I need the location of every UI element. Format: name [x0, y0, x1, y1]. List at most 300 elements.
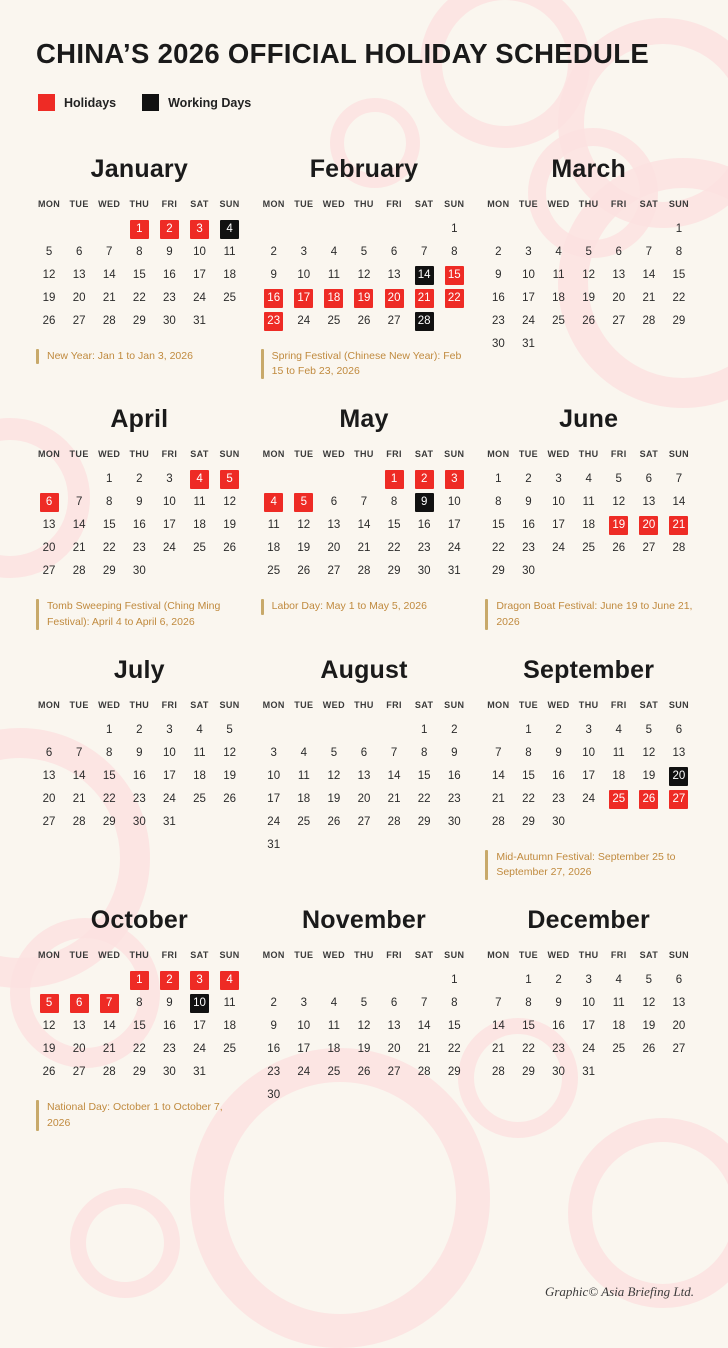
calendar-day-cell[interactable] — [319, 560, 349, 583]
calendar-day-cell[interactable] — [574, 310, 604, 333]
calendar-day-day[interactable]: 10 — [297, 1020, 311, 1033]
calendar-day-cell[interactable] — [215, 969, 245, 992]
calendar-day-cell[interactable] — [349, 1038, 379, 1061]
calendar-day-cell[interactable] — [184, 992, 214, 1015]
calendar-day-day[interactable]: 13 — [672, 746, 686, 759]
calendar-day-day[interactable]: 12 — [42, 269, 56, 281]
calendar-day-cell[interactable] — [124, 241, 154, 264]
calendar-day-day[interactable]: 17 — [267, 792, 281, 805]
calendar-day-day[interactable]: 8 — [106, 496, 113, 509]
calendar-day-day[interactable]: 27 — [42, 565, 56, 578]
calendar-day-day[interactable]: 18 — [612, 1020, 626, 1033]
calendar-day-holiday[interactable]: 15 — [445, 266, 464, 285]
calendar-day-day[interactable]: 30 — [132, 565, 146, 578]
calendar-day-cell[interactable] — [604, 310, 634, 333]
calendar-day-cell[interactable] — [34, 811, 64, 834]
calendar-day-day[interactable]: 20 — [327, 542, 341, 555]
calendar-day-cell[interactable] — [634, 537, 664, 560]
calendar-day-holiday[interactable]: 3 — [190, 220, 209, 239]
calendar-day-holiday[interactable]: 20 — [385, 289, 404, 308]
calendar-day-cell[interactable] — [94, 264, 124, 287]
calendar-day-day[interactable]: 20 — [357, 792, 371, 805]
calendar-day-day[interactable]: 20 — [72, 292, 86, 304]
calendar-day-day[interactable]: 29 — [102, 815, 116, 828]
calendar-day-day[interactable]: 25 — [552, 315, 565, 327]
calendar-day-day[interactable]: 26 — [357, 1066, 371, 1079]
calendar-day-cell[interactable] — [634, 992, 664, 1015]
calendar-day-day[interactable]: 17 — [582, 1020, 596, 1033]
calendar-day-cell[interactable] — [259, 264, 289, 287]
calendar-day-cell[interactable] — [604, 264, 634, 287]
calendar-day-cell[interactable] — [259, 287, 289, 310]
calendar-day-holiday[interactable]: 4 — [190, 470, 209, 489]
calendar-day-cell[interactable] — [154, 218, 184, 241]
calendar-day-holiday[interactable]: 6 — [40, 493, 59, 512]
calendar-day-day[interactable]: 22 — [417, 792, 431, 805]
calendar-day-day[interactable]: 22 — [491, 542, 505, 555]
calendar-day-cell[interactable] — [483, 765, 513, 788]
calendar-day-cell[interactable] — [604, 742, 634, 765]
calendar-day-day[interactable]: 30 — [552, 815, 565, 828]
calendar-day-cell[interactable] — [409, 287, 439, 310]
calendar-day-cell[interactable] — [513, 333, 543, 356]
calendar-day-cell[interactable] — [289, 811, 319, 834]
calendar-day-day[interactable]: 6 — [360, 746, 368, 759]
calendar-day-cell[interactable] — [349, 287, 379, 310]
calendar-day-day[interactable]: 19 — [223, 769, 236, 782]
calendar-day-cell[interactable] — [544, 742, 574, 765]
calendar-day-cell[interactable] — [574, 765, 604, 788]
calendar-day-day[interactable]: 12 — [357, 1020, 371, 1033]
calendar-day-cell[interactable] — [215, 537, 245, 560]
calendar-day-cell[interactable] — [604, 537, 634, 560]
calendar-day-day[interactable]: 15 — [491, 519, 505, 532]
calendar-day-cell[interactable] — [409, 560, 439, 583]
calendar-day-day[interactable]: 7 — [75, 746, 83, 759]
calendar-day-day[interactable]: 7 — [75, 496, 83, 509]
calendar-day-cell[interactable] — [349, 560, 379, 583]
calendar-day-cell[interactable] — [154, 537, 184, 560]
calendar-day-cell[interactable] — [409, 1038, 439, 1061]
calendar-day-cell[interactable] — [259, 1061, 289, 1084]
calendar-day-day[interactable]: 21 — [491, 792, 505, 805]
calendar-day-cell[interactable] — [574, 491, 604, 514]
calendar-day-cell[interactable] — [184, 788, 214, 811]
calendar-day-cell[interactable] — [574, 1061, 604, 1084]
calendar-day-cell[interactable] — [34, 992, 64, 1015]
calendar-day-cell[interactable] — [574, 969, 604, 992]
calendar-day-cell[interactable] — [574, 287, 604, 310]
calendar-day-cell[interactable] — [289, 241, 319, 264]
calendar-day-day[interactable]: 1 — [495, 473, 502, 486]
calendar-day-cell[interactable] — [664, 468, 694, 491]
calendar-day-cell[interactable] — [439, 1061, 469, 1084]
calendar-day-day[interactable]: 26 — [223, 792, 236, 805]
calendar-day-cell[interactable] — [483, 788, 513, 811]
calendar-day-day[interactable]: 14 — [642, 269, 656, 281]
calendar-day-cell[interactable] — [64, 765, 94, 788]
calendar-day-cell[interactable] — [664, 765, 694, 788]
calendar-day-cell[interactable] — [184, 719, 214, 742]
calendar-day-cell[interactable] — [574, 1015, 604, 1038]
calendar-day-day[interactable]: 27 — [327, 565, 341, 578]
calendar-day-day[interactable]: 8 — [675, 246, 683, 258]
calendar-day-day[interactable]: 15 — [672, 269, 686, 281]
calendar-day-day[interactable]: 24 — [297, 1066, 311, 1079]
calendar-day-cell[interactable] — [604, 287, 634, 310]
calendar-day-day[interactable]: 3 — [585, 974, 592, 987]
calendar-day-day[interactable]: 10 — [582, 997, 596, 1010]
calendar-day-day[interactable]: 21 — [387, 792, 401, 805]
calendar-day-cell[interactable] — [154, 765, 184, 788]
calendar-day-cell[interactable] — [94, 765, 124, 788]
calendar-day-day[interactable]: 21 — [102, 1043, 116, 1056]
calendar-day-cell[interactable] — [124, 1015, 154, 1038]
calendar-day-day[interactable]: 22 — [672, 292, 686, 304]
calendar-day-day[interactable]: 5 — [226, 723, 233, 736]
calendar-day-day[interactable]: 23 — [163, 1043, 176, 1056]
calendar-day-day[interactable]: 10 — [163, 496, 176, 509]
calendar-day-cell[interactable] — [439, 537, 469, 560]
calendar-day-cell[interactable] — [289, 537, 319, 560]
calendar-day-day[interactable]: 14 — [672, 496, 686, 509]
calendar-day-cell[interactable] — [154, 719, 184, 742]
calendar-day-day[interactable]: 1 — [525, 974, 532, 987]
calendar-day-day[interactable]: 14 — [72, 519, 86, 532]
calendar-day-day[interactable]: 21 — [102, 292, 116, 304]
calendar-day-day[interactable]: 21 — [72, 542, 86, 555]
calendar-day-cell[interactable] — [664, 788, 694, 811]
calendar-day-day[interactable]: 20 — [612, 292, 626, 304]
calendar-day-day[interactable]: 15 — [522, 769, 535, 782]
calendar-day-day[interactable]: 8 — [525, 746, 532, 759]
calendar-day-cell[interactable] — [604, 514, 634, 537]
calendar-day-day[interactable]: 22 — [132, 292, 146, 304]
calendar-day-cell[interactable] — [379, 560, 409, 583]
calendar-day-day[interactable]: 19 — [297, 542, 311, 555]
calendar-day-cell[interactable] — [664, 491, 694, 514]
calendar-day-cell[interactable] — [664, 1015, 694, 1038]
calendar-day-cell[interactable] — [289, 788, 319, 811]
calendar-day-day[interactable]: 2 — [525, 473, 532, 486]
calendar-day-cell[interactable] — [259, 992, 289, 1015]
calendar-day-cell[interactable] — [379, 1061, 409, 1084]
calendar-day-cell[interactable] — [319, 491, 349, 514]
calendar-day-cell[interactable] — [409, 788, 439, 811]
calendar-day-day[interactable]: 31 — [267, 838, 281, 851]
calendar-day-day[interactable]: 11 — [327, 1020, 340, 1033]
calendar-day-day[interactable]: 21 — [72, 792, 86, 805]
calendar-day-day[interactable]: 27 — [357, 815, 371, 828]
calendar-day-cell[interactable] — [409, 742, 439, 765]
calendar-day-cell[interactable] — [439, 468, 469, 491]
calendar-day-day[interactable]: 12 — [642, 746, 656, 759]
calendar-day-cell[interactable] — [259, 560, 289, 583]
calendar-day-cell[interactable] — [574, 264, 604, 287]
calendar-day-cell[interactable] — [319, 742, 349, 765]
calendar-day-day[interactable]: 29 — [132, 1066, 146, 1079]
calendar-day-holiday[interactable]: 5 — [294, 493, 313, 512]
calendar-day-day[interactable]: 19 — [223, 519, 236, 532]
calendar-day-cell[interactable] — [34, 742, 64, 765]
calendar-day-cell[interactable] — [289, 514, 319, 537]
calendar-day-day[interactable]: 7 — [360, 496, 368, 509]
calendar-day-day[interactable]: 11 — [223, 246, 236, 258]
calendar-day-cell[interactable] — [634, 788, 664, 811]
calendar-day-cell[interactable] — [544, 468, 574, 491]
calendar-day-holiday[interactable]: 3 — [445, 470, 464, 489]
calendar-day-day[interactable]: 17 — [522, 292, 535, 304]
calendar-day-day[interactable]: 23 — [267, 1066, 281, 1079]
calendar-day-day[interactable]: 11 — [223, 997, 236, 1010]
calendar-day-cell[interactable] — [483, 310, 513, 333]
calendar-day-holiday[interactable]: 22 — [445, 289, 464, 308]
calendar-day-cell[interactable] — [634, 468, 664, 491]
calendar-day-cell[interactable] — [604, 1038, 634, 1061]
calendar-day-day[interactable]: 16 — [447, 769, 461, 782]
calendar-day-cell[interactable] — [483, 468, 513, 491]
calendar-day-cell[interactable] — [513, 969, 543, 992]
calendar-day-day[interactable]: 18 — [582, 519, 596, 532]
calendar-day-day[interactable]: 30 — [447, 815, 461, 828]
calendar-day-cell[interactable] — [634, 241, 664, 264]
calendar-day-cell[interactable] — [215, 788, 245, 811]
calendar-day-day[interactable]: 28 — [357, 565, 371, 578]
calendar-day-cell[interactable] — [94, 537, 124, 560]
calendar-day-cell[interactable] — [319, 287, 349, 310]
calendar-day-day[interactable]: 6 — [675, 723, 683, 736]
calendar-day-cell[interactable] — [664, 310, 694, 333]
calendar-day-cell[interactable] — [439, 491, 469, 514]
calendar-day-cell[interactable] — [483, 514, 513, 537]
calendar-day-holiday[interactable]: 27 — [669, 790, 688, 809]
calendar-day-day[interactable]: 2 — [270, 246, 277, 258]
calendar-day-cell[interactable] — [124, 514, 154, 537]
calendar-day-cell[interactable] — [289, 742, 319, 765]
calendar-day-day[interactable]: 16 — [267, 1043, 281, 1056]
calendar-day-day[interactable]: 9 — [555, 746, 562, 759]
calendar-day-day[interactable]: 9 — [495, 269, 502, 281]
calendar-day-day[interactable]: 9 — [270, 1020, 277, 1033]
calendar-day-cell[interactable] — [409, 719, 439, 742]
calendar-day-day[interactable]: 7 — [390, 746, 398, 759]
calendar-day-day[interactable]: 3 — [555, 473, 562, 486]
calendar-day-day[interactable]: 28 — [417, 1066, 431, 1079]
calendar-day-cell[interactable] — [664, 742, 694, 765]
calendar-day-day[interactable]: 17 — [163, 769, 176, 782]
calendar-day-day[interactable]: 30 — [163, 315, 176, 327]
calendar-day-cell[interactable] — [664, 719, 694, 742]
calendar-day-cell[interactable] — [574, 1038, 604, 1061]
calendar-day-day[interactable]: 3 — [166, 473, 173, 486]
calendar-day-cell[interactable] — [409, 468, 439, 491]
calendar-day-day[interactable]: 10 — [297, 269, 311, 281]
calendar-day-cell[interactable] — [634, 1015, 664, 1038]
calendar-day-day[interactable]: 12 — [582, 269, 596, 281]
calendar-day-cell[interactable] — [289, 310, 319, 333]
calendar-day-day[interactable]: 6 — [645, 473, 653, 486]
calendar-day-holiday[interactable]: 2 — [415, 470, 434, 489]
calendar-day-cell[interactable] — [483, 264, 513, 287]
calendar-day-cell[interactable] — [259, 241, 289, 264]
calendar-day-holiday[interactable]: 7 — [100, 994, 119, 1013]
calendar-day-cell[interactable] — [319, 992, 349, 1015]
calendar-day-cell[interactable] — [409, 1015, 439, 1038]
calendar-day-day[interactable]: 22 — [447, 1043, 461, 1056]
calendar-day-working-day[interactable]: 28 — [415, 312, 434, 331]
calendar-day-day[interactable]: 18 — [267, 542, 281, 555]
calendar-day-cell[interactable] — [513, 742, 543, 765]
calendar-day-cell[interactable] — [289, 491, 319, 514]
calendar-day-day[interactable]: 8 — [136, 997, 143, 1010]
calendar-day-day[interactable]: 8 — [495, 496, 502, 509]
calendar-day-cell[interactable] — [215, 719, 245, 742]
calendar-day-cell[interactable] — [349, 241, 379, 264]
calendar-day-cell[interactable] — [184, 218, 214, 241]
calendar-day-cell[interactable] — [259, 811, 289, 834]
calendar-day-cell[interactable] — [215, 1015, 245, 1038]
calendar-day-day[interactable]: 8 — [525, 997, 532, 1010]
calendar-day-day[interactable]: 29 — [102, 565, 116, 578]
calendar-day-cell[interactable] — [513, 1038, 543, 1061]
calendar-day-day[interactable]: 22 — [102, 542, 116, 555]
calendar-day-day[interactable]: 27 — [672, 1043, 686, 1056]
calendar-day-cell[interactable] — [439, 742, 469, 765]
calendar-day-day[interactable]: 23 — [163, 292, 176, 304]
calendar-day-day[interactable]: 8 — [451, 997, 458, 1010]
calendar-day-cell[interactable] — [409, 514, 439, 537]
calendar-day-cell[interactable] — [34, 1038, 64, 1061]
calendar-day-day[interactable]: 7 — [420, 997, 428, 1010]
calendar-day-day[interactable]: 25 — [327, 315, 341, 327]
calendar-day-cell[interactable] — [34, 560, 64, 583]
calendar-day-cell[interactable] — [184, 514, 214, 537]
calendar-day-cell[interactable] — [124, 992, 154, 1015]
calendar-day-day[interactable]: 7 — [495, 746, 502, 759]
calendar-day-cell[interactable] — [544, 491, 574, 514]
calendar-day-day[interactable]: 12 — [327, 769, 341, 782]
calendar-day-day[interactable]: 15 — [447, 1020, 461, 1033]
calendar-day-day[interactable]: 13 — [387, 1020, 401, 1033]
calendar-day-cell[interactable] — [379, 468, 409, 491]
calendar-day-day[interactable]: 10 — [163, 746, 176, 759]
calendar-day-cell[interactable] — [289, 560, 319, 583]
calendar-day-holiday[interactable]: 21 — [669, 516, 688, 535]
calendar-day-cell[interactable] — [34, 491, 64, 514]
calendar-day-day[interactable]: 18 — [297, 792, 311, 805]
calendar-day-day[interactable]: 17 — [582, 769, 596, 782]
calendar-day-holiday[interactable]: 21 — [415, 289, 434, 308]
calendar-day-holiday[interactable]: 2 — [160, 220, 179, 239]
calendar-day-day[interactable]: 24 — [522, 315, 535, 327]
calendar-day-day[interactable]: 22 — [132, 1043, 146, 1056]
calendar-day-cell[interactable] — [94, 1038, 124, 1061]
calendar-day-day[interactable]: 29 — [491, 565, 505, 578]
calendar-day-cell[interactable] — [574, 742, 604, 765]
calendar-day-day[interactable]: 23 — [552, 792, 565, 805]
calendar-day-cell[interactable] — [259, 742, 289, 765]
calendar-day-cell[interactable] — [634, 264, 664, 287]
calendar-day-cell[interactable] — [409, 241, 439, 264]
calendar-day-day[interactable]: 12 — [642, 997, 656, 1010]
calendar-day-cell[interactable] — [439, 811, 469, 834]
calendar-day-cell[interactable] — [259, 1015, 289, 1038]
calendar-day-cell[interactable] — [379, 742, 409, 765]
calendar-day-cell[interactable] — [184, 969, 214, 992]
calendar-day-cell[interactable] — [319, 310, 349, 333]
calendar-day-holiday[interactable]: 1 — [385, 470, 404, 489]
calendar-day-cell[interactable] — [439, 788, 469, 811]
calendar-day-cell[interactable] — [94, 241, 124, 264]
calendar-day-day[interactable]: 10 — [582, 746, 596, 759]
calendar-day-cell[interactable] — [184, 765, 214, 788]
calendar-day-cell[interactable] — [574, 992, 604, 1015]
calendar-day-cell[interactable] — [379, 491, 409, 514]
calendar-day-day[interactable]: 24 — [582, 792, 596, 805]
calendar-day-day[interactable]: 22 — [102, 792, 116, 805]
calendar-day-day[interactable]: 11 — [193, 496, 206, 509]
calendar-day-day[interactable]: 9 — [555, 997, 562, 1010]
calendar-day-cell[interactable] — [574, 468, 604, 491]
calendar-day-day[interactable]: 24 — [163, 542, 176, 555]
calendar-day-cell[interactable] — [94, 468, 124, 491]
calendar-day-cell[interactable] — [439, 514, 469, 537]
calendar-day-day[interactable]: 21 — [417, 1043, 431, 1056]
calendar-day-cell[interactable] — [184, 264, 214, 287]
calendar-day-cell[interactable] — [34, 310, 64, 333]
calendar-day-cell[interactable] — [379, 514, 409, 537]
calendar-day-day[interactable]: 29 — [522, 815, 535, 828]
calendar-day-cell[interactable] — [64, 491, 94, 514]
calendar-day-cell[interactable] — [289, 765, 319, 788]
calendar-day-holiday[interactable]: 3 — [190, 971, 209, 990]
calendar-day-day[interactable]: 25 — [612, 1043, 626, 1056]
calendar-day-day[interactable]: 6 — [390, 997, 398, 1010]
calendar-day-cell[interactable] — [64, 241, 94, 264]
calendar-day-day[interactable]: 17 — [552, 519, 565, 532]
calendar-day-day[interactable]: 16 — [163, 1020, 176, 1033]
calendar-day-day[interactable]: 22 — [522, 792, 535, 805]
calendar-day-cell[interactable] — [513, 788, 543, 811]
calendar-day-day[interactable]: 4 — [555, 246, 562, 258]
calendar-day-cell[interactable] — [259, 765, 289, 788]
calendar-day-cell[interactable] — [664, 218, 694, 241]
calendar-day-cell[interactable] — [634, 719, 664, 742]
calendar-day-day[interactable]: 28 — [72, 565, 86, 578]
calendar-day-day[interactable]: 26 — [582, 315, 596, 327]
calendar-day-cell[interactable] — [319, 537, 349, 560]
calendar-day-cell[interactable] — [34, 1061, 64, 1084]
calendar-day-cell[interactable] — [664, 992, 694, 1015]
calendar-day-holiday[interactable]: 1 — [130, 220, 149, 239]
calendar-day-cell[interactable] — [154, 241, 184, 264]
calendar-day-cell[interactable] — [483, 537, 513, 560]
calendar-day-day[interactable]: 17 — [193, 1020, 206, 1033]
calendar-day-day[interactable]: 10 — [193, 246, 206, 258]
calendar-day-cell[interactable] — [64, 1015, 94, 1038]
calendar-day-cell[interactable] — [439, 1015, 469, 1038]
calendar-day-cell[interactable] — [124, 264, 154, 287]
calendar-day-day[interactable]: 27 — [72, 315, 86, 327]
calendar-day-cell[interactable] — [34, 788, 64, 811]
calendar-day-cell[interactable] — [544, 264, 574, 287]
calendar-day-cell[interactable] — [634, 765, 664, 788]
calendar-day-day[interactable]: 14 — [491, 1020, 505, 1033]
calendar-day-day[interactable]: 13 — [72, 269, 86, 281]
calendar-day-cell[interactable] — [154, 742, 184, 765]
calendar-day-cell[interactable] — [483, 811, 513, 834]
calendar-day-cell[interactable] — [604, 788, 634, 811]
